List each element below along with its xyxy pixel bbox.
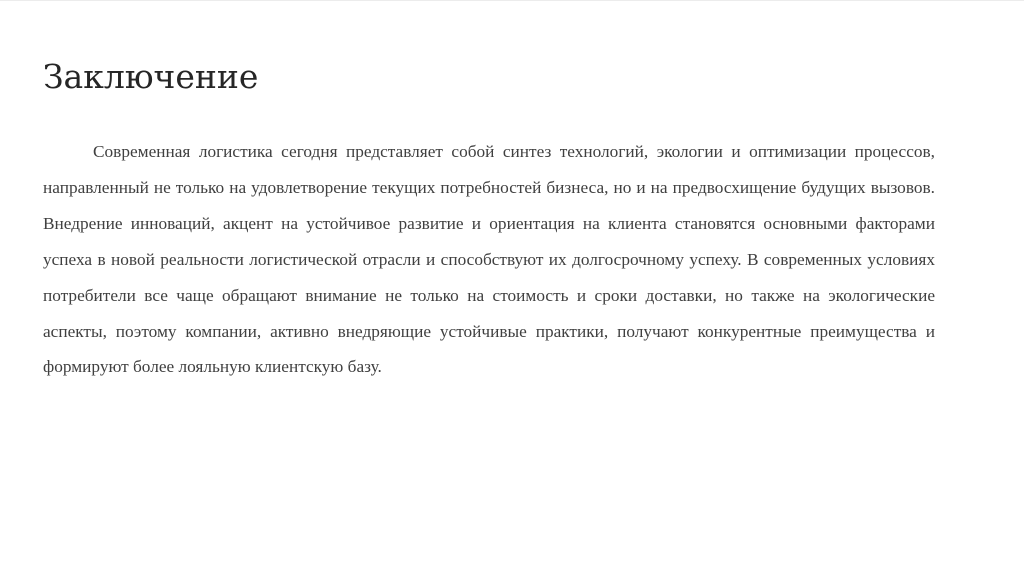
conclusion-paragraph: Современная логистика сегодня представляет собой синтез технологий, экологии и оптимизации процессов, направленный не только на удовлетворение текущих потребностей бизнеса, но и на предвосхищение будущих вызовов. Внедрение инноваций, акцент на устойчивое развитие и ориентация на клиента становятся основными факторами успеха в новой реальности логистической отрасли и способствуют их долгосрочному успеху. В современных условиях потребители все чаще обращают внимание не только на стоимость и сроки доставки, но также на экологические аспекты, поэтому компании, активно внедряющие устойчивые практики, получают конкурентные преимущества и формируют более лояльную клиентскую базу. bbox=[43, 142, 935, 377]
slide-title: Заключение bbox=[43, 57, 259, 96]
